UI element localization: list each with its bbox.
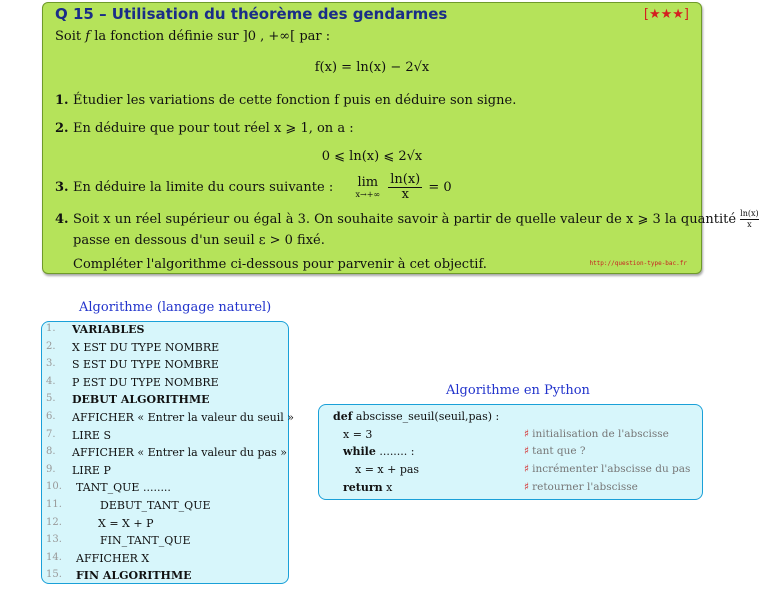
algo-line-text: LIRE P (72, 463, 111, 477)
algo-line-text: AFFICHER « Entrer la valeur du seuil » (72, 411, 294, 424)
algo-line-text: X EST DU TYPE NOMBRE (72, 340, 220, 354)
python-line (343, 428, 372, 441)
line-number: 1. (46, 323, 56, 334)
line-number: 8. (46, 446, 56, 458)
line-number: 3. (46, 358, 56, 370)
python-code: x = 3 (343, 427, 373, 441)
python-comment (524, 428, 669, 440)
python-comment (524, 463, 690, 475)
line-number: 9. (46, 463, 56, 475)
algo-line-text: LIRE S (72, 428, 111, 442)
algo-box (41, 321, 294, 584)
comment-text: retourner l'abscisse (532, 480, 638, 493)
limit-fraction: $\frac{\ln(x)}{x}$ (390, 172, 421, 202)
main-formula: f(x) = ln(x) − 2√x (314, 60, 430, 75)
line-number: 15. (46, 569, 62, 581)
line-number: 6. (46, 411, 56, 422)
comment-mark: ♯ (524, 445, 530, 458)
python-line (343, 481, 392, 494)
algo-line-text: FIN_TANT_QUE (100, 534, 191, 548)
item-4-line-3: Compléter l'algorithme ci-dessous pour parvenir à cet objectif. (73, 257, 487, 272)
algo-line-text: FIN ALGORITHME (76, 569, 192, 583)
python-comment (524, 481, 638, 493)
python-code: x = x + pas (355, 463, 420, 477)
comment-mark: ♯ (524, 480, 530, 493)
python-line (355, 463, 419, 476)
algo-line-text: P EST DU TYPE NOMBRE (72, 375, 219, 389)
line-number: 10. (46, 481, 62, 493)
item-4: 4. Soit x un réel supérieur ou égal à 3. On souhaite savoir à partir de quelle valeur de x ⩾ 3 la quantité $\frac{\ln(x)}{x}$ (55, 209, 759, 229)
python-code: x (382, 480, 393, 494)
comment-text: initialisation de l'abscisse (532, 427, 669, 440)
question-box (42, 2, 759, 274)
item-1: 1. Étudier les variations de cette fonction f puis en déduire son signe. (55, 93, 517, 108)
line-number: 2. (46, 340, 56, 352)
python-code: ........ : (375, 445, 415, 459)
algo-line-text: DEBUT_TANT_QUE (100, 499, 211, 512)
line-number: 14. (46, 551, 62, 563)
line-number: 12. (46, 516, 62, 528)
algo-line-text: X = X + P (98, 516, 154, 530)
algo-heading: Algorithme (langage naturel) (79, 300, 272, 315)
algo-line-text: VARIABLES (72, 323, 145, 336)
algo-line-text: AFFICHER X (76, 551, 150, 565)
inequality-formula: 0 ⩽ ln(x) ⩽ 2√x (321, 149, 423, 164)
algo-line-text: TANT_QUE ........ (76, 481, 171, 495)
line-number: 5. (46, 393, 56, 405)
line-number: 7. (46, 428, 56, 440)
algo-line-text: S EST DU TYPE NOMBRE (72, 358, 219, 372)
item-3: 3. En déduire la limite du cours suivante : lim x→+∞ $\frac{\ln(x)}{x}$ = 0 (55, 172, 452, 202)
difficulty-stars: [★★★] (643, 7, 689, 22)
line-number: 4. (46, 375, 56, 387)
python-line (333, 410, 499, 423)
comment-text: incrémenter l'abscisse du pas (532, 463, 691, 476)
python-keyword: while (343, 445, 376, 459)
question-title: Q 15 – Utilisation du théorème des gendarmes (55, 5, 448, 23)
algo-line-text: DEBUT ALGORITHME (72, 393, 210, 407)
python-code: abscisse_seuil(seuil,pas) : (352, 410, 500, 423)
item-4-line-2: passe en dessous d'un seuil ε > 0 fixé. (73, 233, 325, 248)
comment-mark: ♯ (524, 427, 530, 440)
algo-line-text: AFFICHER « Entrer la valeur du pas » (72, 446, 287, 460)
python-heading: Algorithme en Python (446, 383, 590, 398)
line-number: 13. (46, 534, 62, 546)
intro-line: Soit f la fonction définie sur ]0 , +∞[ par : (55, 29, 331, 44)
quantity-fraction: $\frac{\ln(x)}{x}$ (740, 209, 759, 229)
source-url[interactable]: http://question-type-bac.fr (589, 260, 687, 267)
python-comment (524, 445, 586, 457)
line-number: 11. (46, 499, 62, 510)
limit-operator: lim x→+∞ (355, 175, 381, 199)
python-box (318, 404, 703, 500)
python-keyword: return (343, 480, 383, 494)
python-keyword: def (333, 410, 353, 423)
python-line (343, 445, 415, 458)
comment-text: tant que ? (532, 445, 586, 458)
item-2: 2. En déduire que pour tout réel x ⩾ 1, on a : (55, 121, 354, 136)
comment-mark: ♯ (524, 463, 530, 476)
